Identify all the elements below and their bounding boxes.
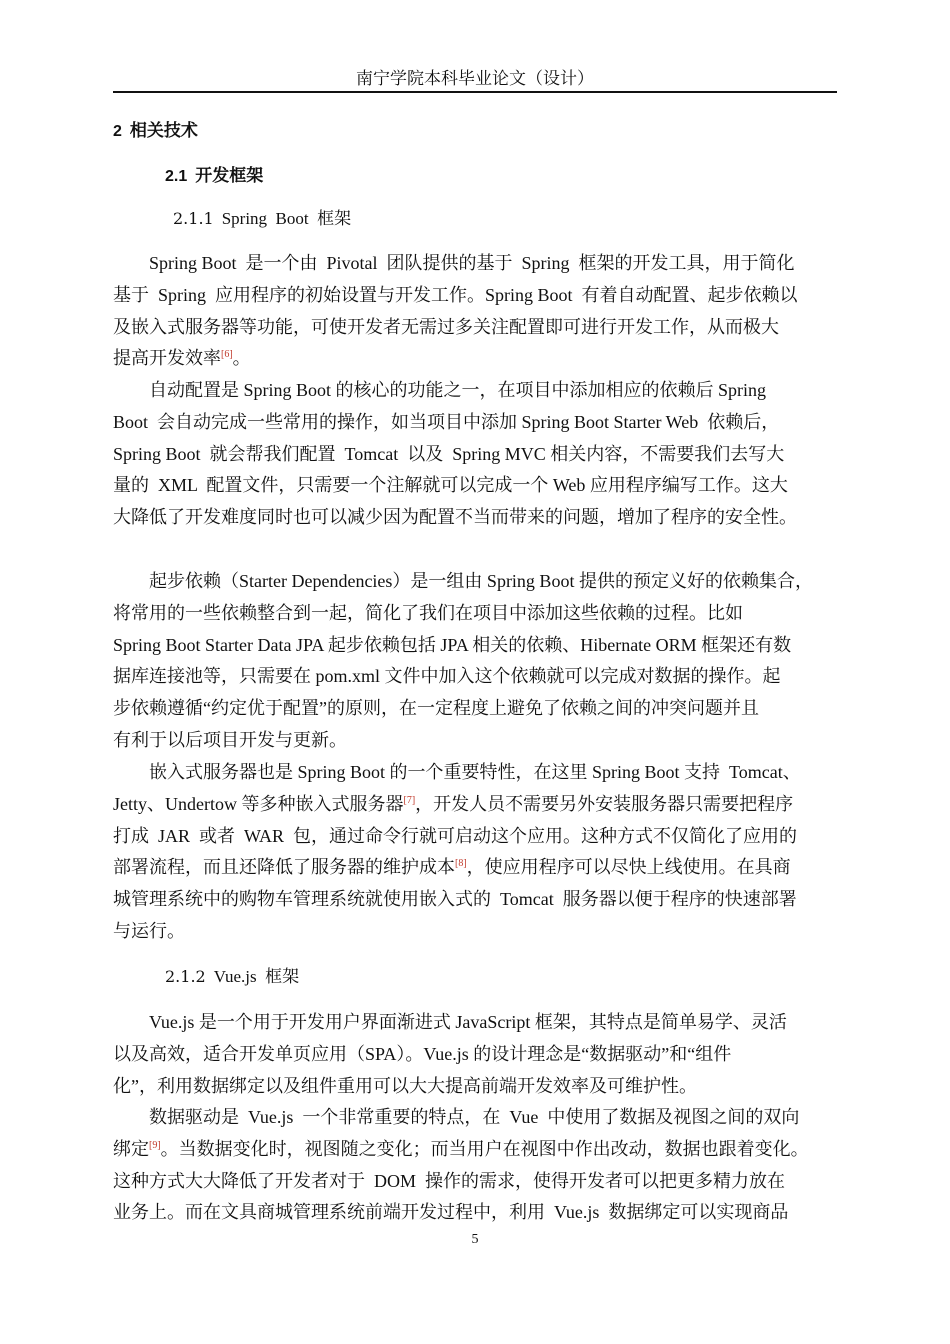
section-heading-2 bbox=[113, 120, 198, 143]
text-line: 据库连接池等，只需要在 pom.xml 文件中加入这个依赖就可以完成对数据的操作。起 bbox=[113, 666, 781, 687]
text-line: 自动配置是 Spring Boot 的核心的功能之一，在项目中添加相应的依赖后 Spring bbox=[149, 380, 767, 400]
text-line: Vue.js 是一个用于开发用户界面渐进式 JavaScript 框架，其特点是简单易学、灵活 bbox=[149, 1012, 787, 1032]
text-segment: 提高开发效率 bbox=[113, 348, 221, 369]
paragraph-embedded-server bbox=[113, 757, 837, 948]
text-line: 数据驱动是 Vue.js 一个非常重要的特点，在 Vue 中使用了数据及视图之间的双向 bbox=[149, 1107, 800, 1127]
running-header: 南宁学院本科毕业论文（设计） bbox=[356, 69, 594, 88]
text-line: 化”，利用数据绑定以及组件重用可以大大提高前端开发效率及可维护性。 bbox=[113, 1075, 697, 1096]
text-segment: 。 bbox=[232, 348, 251, 369]
text-line: 城管理系统中的购物车管理系统就使用嵌入式的 Tomcat 服务器以便于程序的快速部署 bbox=[113, 889, 797, 910]
paragraph-data-driven bbox=[113, 1102, 837, 1229]
text-line: 起步依赖（Starter Dependencies）是一组由 Spring Boot 提供的预定义好的依赖集合， bbox=[149, 571, 813, 591]
paragraph-starter-dependencies bbox=[113, 566, 837, 757]
text-line: 基于 Spring 应用程序的初始设置与开发工作。Spring Boot 有着自动配置、起步依赖以 bbox=[113, 284, 798, 305]
text-line: 这种方式大大降低了开发者对于 DOM 操作的需求，使得开发者可以把更多精力放在 bbox=[113, 1170, 785, 1191]
citation-8[interactable]: [8] bbox=[455, 858, 467, 870]
citation-9[interactable]: [9] bbox=[149, 1139, 161, 1151]
section-number: 2.1 bbox=[165, 168, 188, 185]
citation-6[interactable]: [6] bbox=[221, 349, 233, 361]
text-line bbox=[113, 789, 837, 821]
text-line: 将常用的一些依赖整合到一起，简化了我们在项目中添加这些依赖的过程。比如 bbox=[113, 602, 743, 623]
page-number: 5 bbox=[471, 1232, 479, 1247]
text-line: Spring Boot Starter Data JPA 起步依赖包括 JPA 相关的依赖、Hibernate ORM 框架还有数 bbox=[113, 634, 792, 655]
text-segment: ，开发人员不需要另外安装服务器只需要把程序 bbox=[415, 793, 794, 814]
section-heading-2-1 bbox=[165, 165, 263, 188]
section-title: 开发框架 bbox=[195, 166, 264, 185]
section-title: Vue.js 框架 bbox=[213, 967, 300, 986]
section-heading-2-1-2 bbox=[165, 966, 299, 988]
text-line: 嵌入式服务器也是 Spring Boot 的一个重要特性，在这里 Spring Boot 支持 Tomcat、 bbox=[149, 762, 801, 782]
text-line bbox=[113, 1134, 837, 1166]
section-number: 2 bbox=[113, 123, 122, 140]
text-line: 大降低了开发难度同时也可以减少因为配置不当而带来的问题，增加了程序的安全性。 bbox=[113, 507, 797, 528]
text-line: 量的 XML 配置文件，只需要一个注解就可以完成一个 Web 应用程序编写工作。这大 bbox=[113, 475, 788, 496]
section-number: 2.1.2 bbox=[165, 967, 206, 986]
section-title: 相关技术 bbox=[129, 121, 198, 140]
text-line: 步依赖遵循“约定优于配置”的原则，在一定程度上避免了依赖之间的冲突问题并且 bbox=[113, 698, 759, 719]
text-line: Spring Boot 就会帮我们配置 Tomcat 以及 Spring MVC 相关内容，不需要我们去写大 bbox=[113, 443, 785, 464]
text-segment: ，使应用程序可以尽快上线使用。在具商 bbox=[466, 857, 791, 878]
text-line bbox=[113, 343, 837, 375]
text-line: 有利于以后项目开发与更新。 bbox=[113, 729, 347, 750]
section-heading-2-1-1 bbox=[173, 208, 351, 230]
paragraph-vue-intro bbox=[113, 1007, 837, 1102]
paragraph-spring-boot-intro bbox=[113, 248, 837, 375]
text-line: 业务上。而在文具商城管理系统前端开发过程中，利用 Vue.js 数据绑定可以实现商品 bbox=[113, 1202, 789, 1223]
section-title: Spring Boot 框架 bbox=[221, 209, 352, 228]
text-segment: 部署流程，而且还降低了服务器的维护成本 bbox=[113, 857, 455, 878]
text-line: Spring Boot 是一个由 Pivotal 团队提供的基于 Spring 框架的开发工具，用于简化 bbox=[149, 253, 795, 273]
text-line: 与运行。 bbox=[113, 920, 185, 941]
citation-7[interactable]: [7] bbox=[403, 794, 416, 806]
text-line: Boot 会自动完成一些常用的操作，如当项目中添加 Spring Boot Starter Web 依赖后， bbox=[113, 411, 780, 432]
text-line: 打成 JAR 或者 WAR 包，通过命令行就可启动这个应用。这种方式不仅简化了应用的 bbox=[113, 825, 798, 846]
text-line bbox=[113, 852, 837, 884]
header-rule bbox=[113, 91, 837, 93]
text-segment: 。当数据变化时，视图随之变化；而当用户在视图中作出改动，数据也跟着变化。 bbox=[160, 1138, 809, 1159]
text-segment: Jetty、Undertow 等多种嵌入式服务器 bbox=[113, 793, 404, 814]
text-line: 及嵌入式服务器等功能，可使开发者无需过多关注配置即可进行开发工作，从而极大 bbox=[113, 316, 779, 337]
text-segment: 绑定 bbox=[113, 1138, 149, 1159]
section-number: 2.1.1 bbox=[173, 209, 214, 228]
text-line: 以及高效，适合开发单页应用（SPA）。Vue.js 的设计理念是“数据驱动”和“组件 bbox=[113, 1043, 732, 1064]
paragraph-auto-config bbox=[113, 375, 837, 534]
